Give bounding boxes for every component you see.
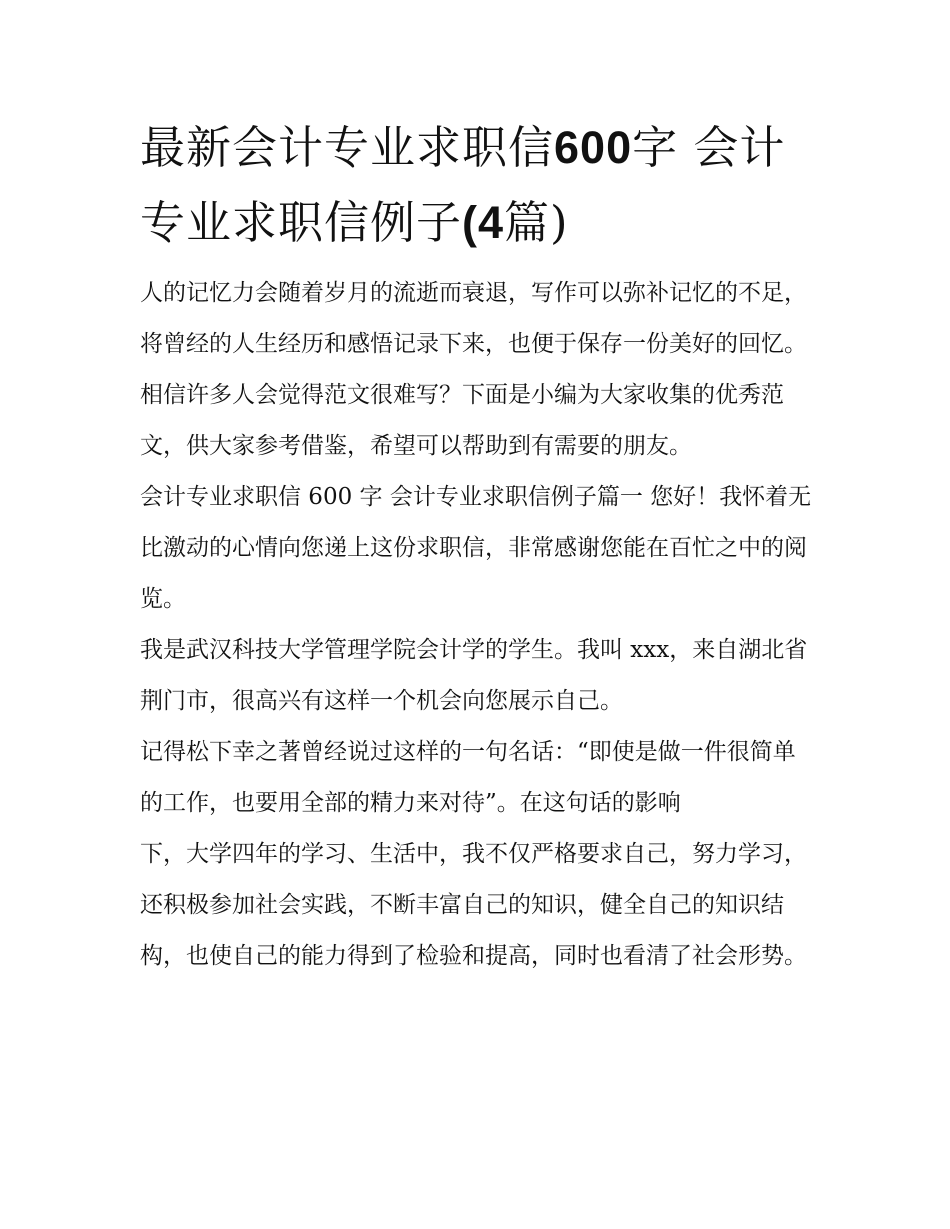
title-line1-text-a: 最新会计专业求职信 (140, 121, 555, 174)
title-line2-number: (4 (462, 197, 505, 248)
paragraph-quote: 记得松下幸之著曾经说过这样的一句名话：“即使是做一件很简单的工作，也要用全部的精力来对待”。在这句话的影响 (140, 739, 796, 816)
paragraph-self-intro: 我是武汉科技大学管理学院会计学的学生。我叫 xxx，来自湖北省荆门市，很高兴有这样一个机会向您展示自己。 (140, 637, 808, 714)
document-title (140, 110, 812, 260)
paragraph-intro: 人的记忆力会随着岁月的流逝而衰退，写作可以弥补记忆的不足，将曾经的人生经历和感悟记录下来，也便于保存一份美好的回忆。相信许多人会觉得范文很难写？下面是小编为大家收集的优秀范文，供大家参考借鉴，希望可以帮助到有需要的朋友。 (140, 280, 807, 459)
document-body (140, 268, 812, 982)
title-line2-text-a: 计专业求职信例子 (140, 121, 786, 249)
title-line1-text-b: 字 会 (632, 121, 740, 174)
paragraph-study: 下，大学四年的学习、生活中，我不仅严格要求自己，努力学习，还积极参加社会实践，不断丰富自己的知识，健全自己的知识结构，也使自己的能力得到了检验和提高，同时也看清了社会形势。 (140, 841, 807, 969)
title-line2-text-b: 篇) (504, 196, 569, 249)
title-line1-number: 600 (554, 122, 633, 173)
document-content (140, 110, 812, 982)
paragraph-greeting: 会计专业求职信 600 字 会计专业求职信例子篇一 您好！我怀着无比激动的心情向您递上这份求职信，非常感谢您能在百忙之中的阅览。 (140, 484, 812, 612)
